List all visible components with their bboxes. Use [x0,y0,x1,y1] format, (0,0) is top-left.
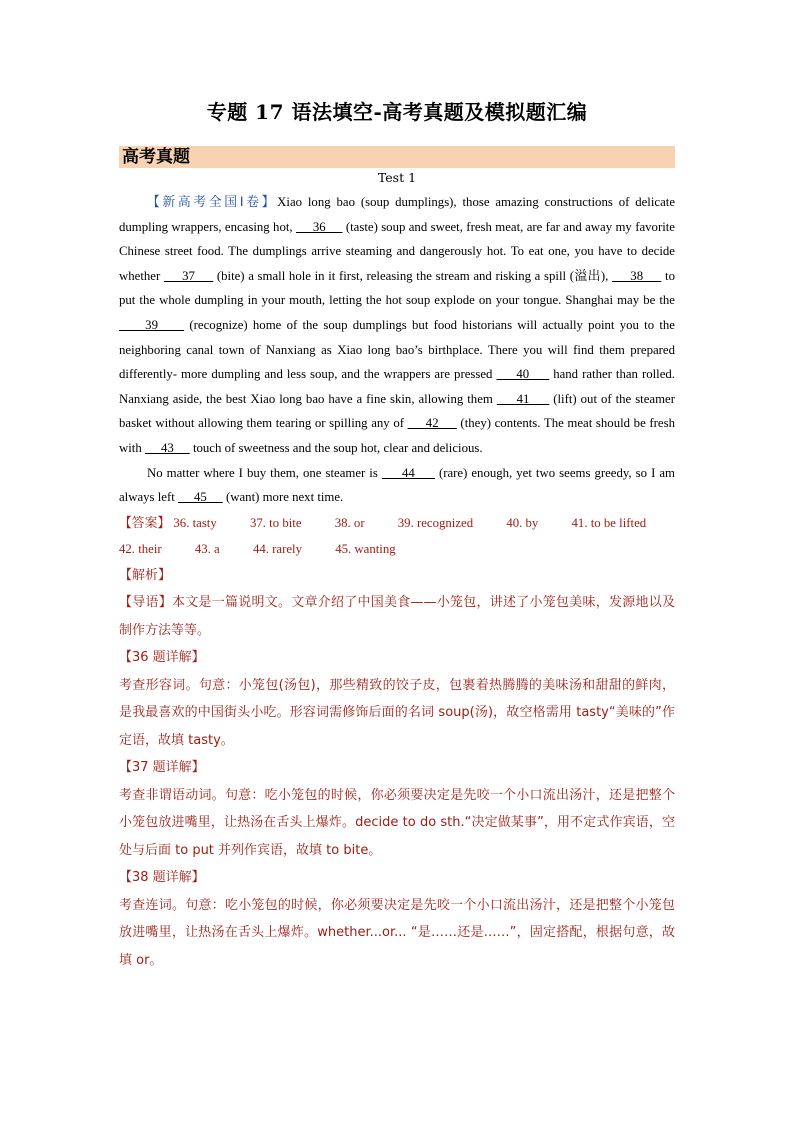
blank-39: 39 [119,317,185,332]
q36-label: 【36 题详解】 [119,650,205,666]
blank-42: 42 [407,416,457,431]
answer-label: 【答案】 [119,515,171,530]
answer-item: 38. or [334,515,365,530]
answer-item: 39. recognized [397,515,474,530]
blank-40: 40 [496,367,550,382]
q38-explanation: 考查连词。句意：吃小笼包的时候，你必须要决定是先咬一个小口流出汤汁，还是把整个小笼包放进嘴里，让热汤在舌头上爆炸。whether...or... “是……还是……”，固定搭配，根据句意，故填 or。 [119,897,675,968]
q37-label: 【37 题详解】 [119,760,205,776]
blank-44: 44 [381,465,435,480]
document-title: 专题 17 语法填空-高考真题及模拟题汇编 [206,100,588,124]
blank-45: 45 [178,490,223,505]
guide-paragraph [119,589,675,644]
document-body [119,190,675,974]
answer-item: 36. tasty [173,515,217,530]
passage-paragraph-2: No matter where I buy them, one steamer is 44 (rare) enough, yet two seems greedy, so I am always left 45 (want) more next time. [119,465,675,505]
test-label: Test 1 [377,170,417,185]
blank-37: 37 [163,268,214,283]
answer-item: 43. a [194,541,220,556]
section-label: 高考真题 [122,147,190,167]
passage-paragraph-1: 【新高考全国Ⅰ卷】Xiao long bao (soup dumplings), those amazing constructions of delicate dumpling wrappers, encasing hot, 36 (taste) soup and sweet, fresh meat, are far and away my favorite Chinese street food. The dumplings arrive steaming and dangerously hot. To eat one, you have to decide whether 37 (bite) a small hole in it first, releasing the stream and risking a spill (溢出), 38 to put the whole dumpling in your mouth, letting the hot soup explode on your tongue. Shanghai may be the 39 (recognize) home of the soup dumplings but food historians will actually point you to the neighboring canal town of Nanxiang as Xiao long bao’s birthplace. There you will find them prepared differently- more dumpling and less soup, and the wrappers are pressed 40 hand rather than rolled. Nanxiang aside, the best Xiao long bao have a fine skin, allowing them 41 (lift) out of the steamer basket without allowing them tearing or spilling any of 42 (they) contents. The meat should be fresh with 43 touch of sweetness and the soup hot, clear and delicious. [119,195,675,455]
q38-label: 【38 题详解】 [119,870,205,886]
blank-38: 38 [612,268,662,283]
answer-item: 40. by [506,515,539,530]
source-label: 【新高考全国Ⅰ卷】 [147,195,278,209]
analysis-label: 【解析】 [119,567,172,583]
answer-item: 42. their [119,541,162,556]
blank-36: 36 [295,219,343,234]
answer-item: 41. to be lifted [571,515,647,530]
q37-explanation: 考查非谓语动词。句意：吃小笼包的时候，你必须要决定是先咬一个小口流出汤汁，还是把整个小笼包放进嘴里，让热汤在舌头上爆炸。decide to do sth.“决定做某事”，用不定式作宾语，空处与后面 to put 并列作宾语，故填 to bite。 [119,787,675,858]
section-header-bar [119,146,675,168]
answer-row-1 [119,510,675,536]
q36-explanation: 考查形容词。句意：小笼包(汤包)，那些精致的饺子皮，包裹着热腾腾的美味汤和甜甜的鲜肉，是我最喜欢的中国街头小吃。形容词需修饰后面的名词 soup(汤)，故空格需用 tasty“美味的”作定语，故填 tasty。 [119,677,675,748]
guide-text: 本文是一篇说明文。文章介绍了中国美食——小笼包，讲述了小笼包美味，发源地以及制作方法等等。 [119,595,675,638]
blank-41: 41 [496,391,550,406]
answer-item: 44. rarely [252,541,302,556]
answer-item: 37. to bite [249,515,302,530]
answer-item: 45. wanting [335,541,396,556]
guide-label: 【导语】 [119,595,172,611]
answer-row-2 [119,536,675,562]
blank-43: 43 [144,440,190,455]
